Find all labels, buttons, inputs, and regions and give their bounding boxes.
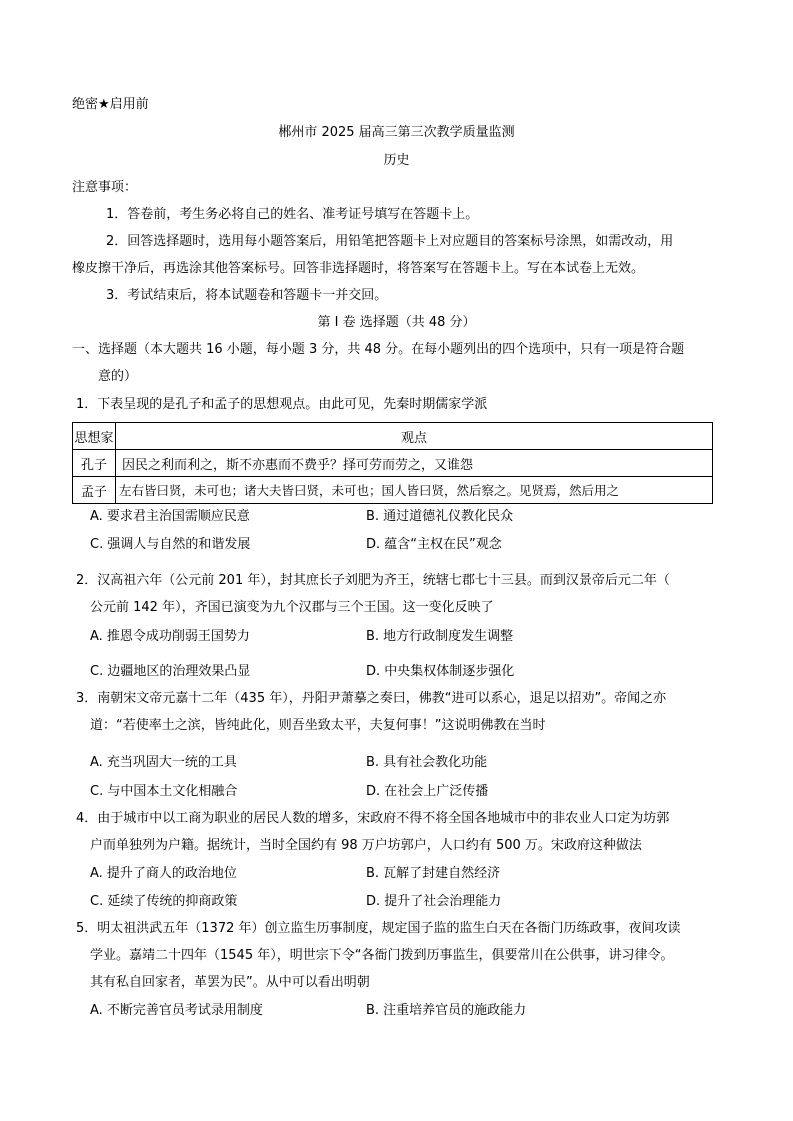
question-1-stem: 1．下表呈现的是孔子和孟子的思想观点。由此可见，先秦时期儒家学派 — [76, 397, 488, 412]
question-2-stem-line-2: 公元前 142 年），齐国已演变为九个汉郡与三个王国。这一变化反映了 — [90, 600, 494, 615]
table-header-cell: 观点 — [116, 423, 713, 450]
exam-title: 郴州市 2025 届高三第三次教学质量监测 — [278, 125, 515, 140]
question-3-stem-line-1: 3．南朝宋文帝元嘉十二年（435 年），丹阳尹萧摹之奏曰，佛教“进可以系心，退足以招劝”。帝闻之亦 — [76, 691, 667, 706]
table-row — [73, 450, 713, 477]
question-1-option-d[interactable]: D. 蕴含“主权在民”观念 — [366, 537, 502, 552]
table-row — [73, 477, 713, 504]
question-5-option-b[interactable]: B. 注重培养官员的施政能力 — [366, 1003, 527, 1018]
question-5-option-a[interactable]: A. 不断完善官员考试录用制度 — [90, 1003, 263, 1018]
question-3-option-a[interactable]: A. 充当巩固大一统的工具 — [90, 755, 237, 770]
question-5-stem-line-2: 学业。嘉靖二十四年（1545 年），明世宗下令“各衙门拨到历事监生，俱要常川在公供事，讲习律令。 — [90, 948, 674, 963]
question-2-option-c[interactable]: C. 边疆地区的治理效果凸显 — [90, 664, 251, 679]
question-4-stem-line-2: 户而单独列为户籍。据统计，当时全国约有 98 万户坊郭户，人口约有 500 万。宋政府这种做法 — [90, 838, 642, 853]
question-4-option-a[interactable]: A. 提升了商人的政治地位 — [90, 866, 237, 881]
question-5-stem-line-1: 5．明太祖洪武五年（1372 年）创立监生历事制度，规定国子监的监生白天在各衙门历练政事，夜间攻读 — [76, 921, 681, 936]
question-2-option-a[interactable]: A. 推恩令成功削弱王国势力 — [90, 629, 250, 644]
question-4-option-d[interactable]: D. 提升了社会治理能力 — [366, 894, 502, 909]
question-3-option-b[interactable]: B. 具有社会教化功能 — [366, 755, 488, 770]
section-intro-line-2: 意的） — [98, 369, 138, 384]
subject-title: 历史 — [383, 153, 410, 168]
question-4-option-b[interactable]: B. 瓦解了封建自然经济 — [366, 866, 501, 881]
table-header-row — [73, 423, 713, 450]
table-cell: 左右皆曰贤，未可也；诸大夫皆曰贤，未可也；国人皆曰贤，然后察之。见贤焉，然后用之 — [116, 477, 713, 504]
question-2-option-b[interactable]: B. 地方行政制度发生调整 — [366, 629, 514, 644]
section-intro-line-1: 一、选择题（本大题共 16 小题，每小题 3 分，共 48 分。在每小题列出的四个选项中，只有一项是符合题 — [72, 342, 685, 357]
section-title: 第 I 卷 选择题（共 48 分） — [317, 315, 476, 330]
notice-title: 注意事项： — [72, 180, 138, 195]
question-2-stem-line-1: 2．汉高祖六年（公元前 201 年），封其庶长子刘肥为齐王，统辖七郡七十三县。而到汉景帝后元二年（ — [76, 573, 670, 588]
question-3-option-d[interactable]: D. 在社会上广泛传播 — [366, 784, 489, 799]
notice-item-1: 1．答卷前，考生务必将自己的姓名、准考证号填写在答题卡上。 — [106, 207, 479, 222]
table-header-cell: 思想家 — [73, 423, 116, 450]
question-1-table — [72, 422, 713, 504]
table-cell: 孟子 — [73, 477, 116, 504]
question-4-stem-line-1: 4．由于城市中以工商为职业的居民人数的增多，宋政府不得不将全国各地城市中的非农业人口定为坊郭 — [76, 811, 670, 826]
notice-item-3: 3．考试结束后，将本试题卷和答题卡一并交回。 — [106, 288, 388, 303]
question-1-option-c[interactable]: C. 强调人与自然的和谐发展 — [90, 537, 251, 552]
question-2-option-d[interactable]: D. 中央集权体制逐步强化 — [366, 664, 515, 679]
secret-label: 绝密★启用前 — [72, 97, 149, 112]
table-cell: 孔子 — [73, 450, 116, 477]
question-4-option-c[interactable]: C. 延续了传统的抑商政策 — [90, 894, 238, 909]
notice-item-2-line-1: 2．回答选择题时，选用每小题答案后，用铅笔把答题卡上对应题目的答案标号涂黑，如需改动，用 — [106, 234, 674, 249]
notice-item-2-line-2: 橡皮擦干净后，再选涂其他答案标号。回答非选择题时，将答案写在答题卡上。写在本试卷上无效。 — [72, 261, 645, 276]
question-5-stem-line-3: 其有私自回家者，革罢为民”。从中可以看出明朝 — [90, 975, 370, 990]
question-1-option-b[interactable]: B. 通过道德礼仪教化民众 — [366, 509, 514, 524]
question-3-stem-line-2: 道：“若使率土之滨，皆纯此化，则吾坐致太平，夫复何事！”这说明佛教在当时 — [90, 718, 546, 733]
question-3-option-c[interactable]: C. 与中国本土文化相融合 — [90, 784, 238, 799]
question-1-option-a[interactable]: A. 要求君主治国需顺应民意 — [90, 509, 250, 524]
table-cell: 因民之利而利之，斯不亦惠而不费乎？择可劳而劳之，又谁怨 — [116, 450, 713, 477]
